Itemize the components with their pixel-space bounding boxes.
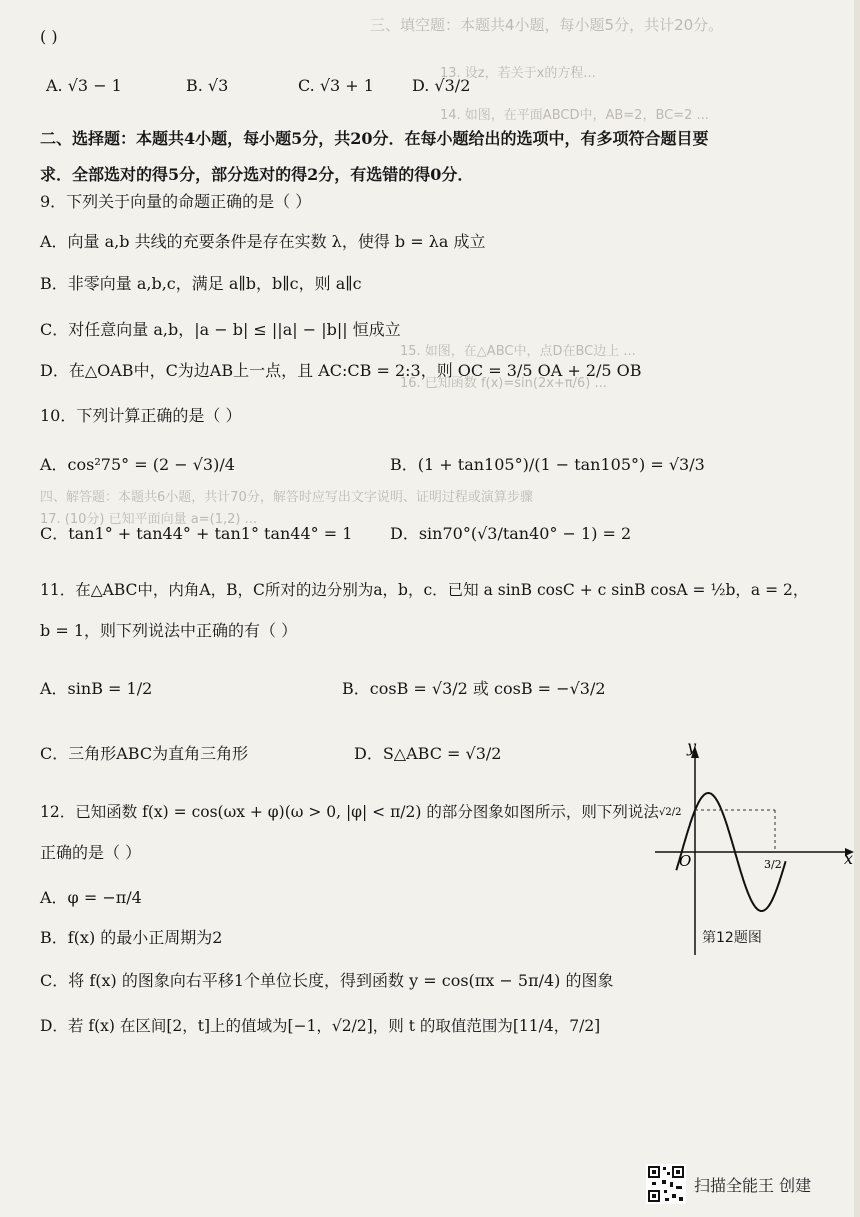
bleed-text-3: 14. 如图，在平面ABCD中，AB=2，BC=2 ...	[440, 108, 709, 123]
y-axis-label: y	[687, 740, 697, 756]
bleed-text-2: 13. 设z，若关于x的方程...	[440, 66, 596, 81]
page-edge-shadow	[854, 0, 860, 1217]
q8-option-b: B. √3	[186, 76, 229, 95]
q12-option-c: C．将 f(x) 的图象向右平移1个单位长度，得到函数 y = cos(πx − 5π/4) 的图象	[40, 971, 614, 990]
q10-option-c: C．tan1° + tan44° + tan1° tan44° = 1	[40, 524, 353, 543]
q11-stem-line2: b = 1，则下列说法中正确的有（ ）	[40, 621, 298, 640]
bleed-text-6: 四、解答题：本题共6小题，共计70分，解答时应写出文字说明、证明过程或演算步骤	[40, 490, 533, 505]
bleed-text-4: 15. 如图，在△ABC中，点D在BC边上 ...	[400, 344, 636, 359]
x-tick-label: 3/2	[764, 858, 782, 871]
q9-option-b: B．非零向量 a,b,c，满足 a∥b，b∥c，则 a∥c	[40, 274, 362, 293]
y-tick-label: √2/2	[659, 807, 682, 818]
q8-paren: ( )	[40, 27, 58, 46]
q11-option-c: C．三角形ABC为直角三角形	[40, 744, 249, 763]
q9-option-c: C．对任意向量 a,b，|a − b| ≤ ||a| − |b|| 恒成立	[40, 320, 401, 339]
q11-option-b: B．cosB = √3/2 或 cosB = −√3/2	[342, 679, 606, 698]
figure-caption: 第12题图	[702, 930, 762, 946]
watermark-text: 扫描全能王 创建	[694, 1175, 812, 1195]
qr-code-icon	[646, 1164, 686, 1204]
bleed-text-1: 三、填空题：本题共4小题，每小题5分，共计20分。	[370, 16, 724, 34]
section2-heading-line2: 求．全部选对的得5分，部分选对的得2分，有选错的得0分．	[40, 165, 474, 184]
q12-option-b: B．f(x) 的最小正周期为2	[40, 928, 223, 947]
bleed-text-5: 16. 已知函数 f(x)=sin(2x+π/6) ...	[400, 376, 607, 391]
section2-heading-line1: 二、选择题：本题共4小题，每小题5分，共20分．在每小题给出的选项中，有多项符合题目要	[40, 129, 709, 148]
q8-option-d: D. √3/2	[412, 76, 471, 95]
q9-stem: 9．下列关于向量的命题正确的是（ ）	[40, 192, 312, 211]
q10-option-b: B．(1 + tan105°)/(1 − tan105°) = √3/3	[390, 455, 705, 474]
q12-stem-line2: 正确的是（ ）	[40, 843, 142, 862]
q12-option-a: A．φ = −π/4	[40, 888, 142, 907]
q9-option-a: A．向量 a,b 共线的充要条件是存在实数 λ，使得 b = λa 成立	[40, 232, 486, 251]
x-axis-label: x	[844, 849, 854, 868]
bleed-text-7: 17. (10分) 已知平面向量 a=(1,2) ...	[40, 512, 257, 527]
q11-stem-line1: 11．在△ABC中，内角A，B，C所对的边分别为a，b，c．已知 a sinB cosC + c sinB cosA = ½b，a = 2，	[40, 581, 809, 599]
q11-option-d: D．S△ABC = √3/2	[354, 744, 502, 763]
q8-option-c: C. √3 + 1	[298, 76, 374, 95]
q10-stem: 10．下列计算正确的是（ ）	[40, 406, 242, 425]
q11-option-a: A．sinB = 1/2	[40, 679, 153, 698]
q12-stem-line1: 12．已知函数 f(x) = cos(ωx + φ)(ω > 0, |φ| < π/2) 的部分图象如图所示，则下列说法	[40, 803, 659, 821]
q10-option-a: A．cos²75° = (2 − √3)/4	[40, 455, 235, 474]
origin-label: O	[679, 852, 692, 870]
q12-figure	[650, 740, 860, 960]
q9-option-d: D．在△OAB中，C为边AB上一点，且 AC:CB = 2:3，则 OC = 3/5 OA + 2/5 OB	[40, 361, 642, 380]
q12-option-d: D．若 f(x) 在区间[2，t]上的值域为[−1，√2/2]，则 t 的取值范围为[11/4，7/2]	[40, 1017, 601, 1035]
q8-option-a: A. √3 − 1	[46, 76, 122, 95]
scanner-watermark	[646, 1164, 811, 1204]
q10-option-d: D．sin70°(√3/tan40° − 1) = 2	[390, 524, 632, 543]
